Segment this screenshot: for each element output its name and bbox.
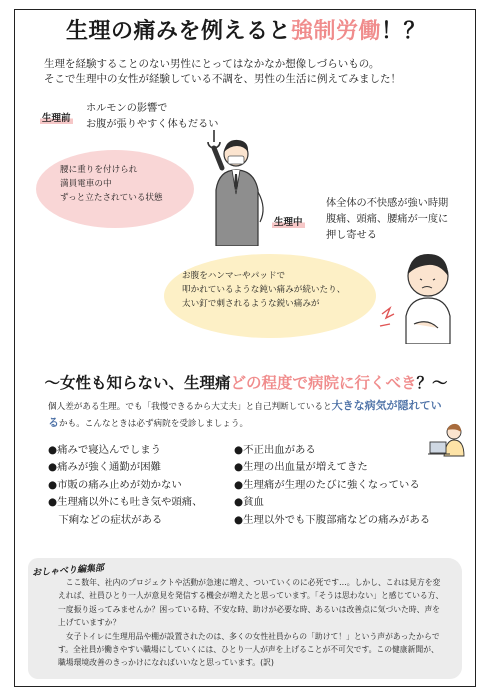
title-suffix: ！？	[381, 19, 427, 44]
title-prefix: 生理の痛みを例えると	[65, 19, 291, 44]
intro-line: 生理を経験することのない男性にとってはなかなか想像しづらいもの。	[44, 58, 380, 70]
before-line: お腹が張りやすく体もだるい	[86, 119, 219, 130]
memo-title: おしゃべり編集部	[31, 563, 105, 579]
page-title	[0, 14, 492, 45]
before-bubble-line: 満員電車の中	[60, 179, 112, 189]
section-intro	[48, 398, 450, 432]
during-bubble-line: 太い釘で刺されるような鋭い痛みが	[182, 299, 320, 309]
section-intro-b: かも。こんなときは必ず病院を受診しましょう。	[59, 419, 249, 429]
laptop-person-illustration	[426, 422, 468, 458]
during-bubble-line: 叩かれているような鈍い痛みが続いたり、	[182, 285, 346, 295]
title-highlight: 強制労働	[290, 19, 381, 44]
symptom-item: ●生理痛が生理のたびに強くなっている	[234, 478, 420, 491]
during-description	[326, 196, 448, 244]
before-line: ホルモンの影響で	[86, 103, 168, 114]
during-line: 腹痛、頭痛、腰痛が一度に	[326, 214, 449, 225]
symptom-item: ●痛みで寝込んでしまう	[48, 444, 161, 456]
section-title-prefix: ～女性も知らない、生理痛	[44, 374, 231, 392]
during-tag: 生理中	[272, 214, 305, 228]
symptom-list-left	[48, 442, 203, 529]
memo-paragraph: 女子トイレに生理用品や棚が設置されたのは、多くの女性社員からの「助けて！」という声があったからです。全社員が働きやすい職場にしていくには、ひとり一人が声を上げることが不可欠です。この健康新聞が、職場環境改善のきっかけになればいいなと思っています。(訳)	[58, 631, 440, 668]
symptom-item: ●生理の出血量が増えてきた	[234, 461, 368, 474]
before-bubble-line: ずっと立たされている状態	[60, 193, 163, 203]
during-line: 体全体の不快感が強い時期	[326, 198, 449, 209]
memo-body	[58, 576, 444, 670]
during-bubble-text	[182, 269, 345, 311]
symptom-item: ●市販の痛み止めが効かない	[48, 478, 182, 491]
symptom-item: ●生理痛以外にも吐き気や頭痛、	[48, 496, 203, 509]
symptom-item: ●不正出血がある	[234, 444, 316, 456]
stomachache-man-illustration	[376, 244, 470, 344]
symptom-item: ●痛みが強く通勤が困難	[48, 461, 161, 474]
intro-text	[44, 57, 464, 87]
during-bubble-line: お腹をハンマーやパッドで	[182, 271, 286, 281]
intro-line: そこで生理中の女性が経験している不調を、男性の生活に例えてみました！	[44, 73, 401, 85]
section-title-suffix: ？～	[416, 374, 448, 392]
before-tag: 生理前	[40, 110, 73, 124]
symptom-list-right	[234, 442, 430, 529]
during-line: 押し寄せる	[326, 230, 377, 241]
section-title-highlight: どの程度で病院に行くべき	[230, 374, 417, 392]
memo-paragraph: ここ数年、社内のプロジェクトや活動が急速に増え、ついていくのに必死です…。しかし、これは見方を変えれば、社員ひとり一人が意見を発信する機会が増えたと思っています。「そうは思わない」と感じている方、一度振り返ってみませんか？困っている時、不安な時、助けが必要な時、あるいは改善点に気づいた時、声を上げていますか？	[58, 578, 444, 628]
section-title	[0, 371, 492, 393]
symptom-item: 下痢などの症状がある	[48, 513, 163, 526]
before-bubble-line: 腰に重りを付けられ	[60, 165, 138, 175]
symptom-item: ●生理以外でも下腹部痛などの痛みがある	[234, 513, 431, 526]
train-man-illustration	[192, 128, 282, 246]
section-intro-emphasis: 大きな病気が隠れている	[48, 399, 442, 429]
before-bubble-text	[60, 163, 163, 205]
symptom-item: ●貧血	[234, 496, 264, 509]
section-intro-a: 個人差がある生理。でも「我慢できるから大丈夫」と自己判断していると	[48, 402, 332, 412]
